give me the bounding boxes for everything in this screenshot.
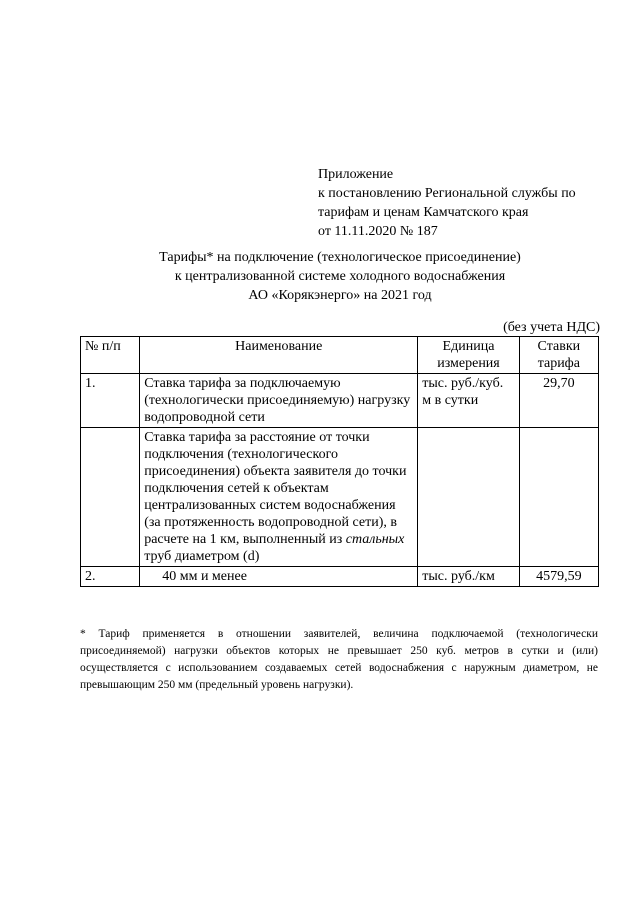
appendix-line: тарифам и ценам Камчатского края bbox=[318, 205, 529, 220]
row-name-italic: стальных bbox=[345, 532, 405, 547]
appendix-header bbox=[318, 165, 618, 241]
row-name: 40 мм и менее bbox=[140, 567, 418, 587]
header-unit: Единица измерения bbox=[418, 337, 519, 374]
header-rate: Ставки тарифа bbox=[519, 337, 598, 374]
table-row bbox=[81, 567, 599, 587]
appendix-line: от 11.11.2020 № 187 bbox=[318, 224, 438, 239]
title-line-1: Тарифы* на подключение (технологическое присоединение) bbox=[159, 250, 521, 265]
vat-note: (без учета НДС) bbox=[503, 320, 600, 335]
table-row bbox=[81, 374, 599, 428]
row-unit: тыс. руб./куб. м в сутки bbox=[418, 374, 519, 428]
row-rate: 29,70 bbox=[519, 374, 598, 428]
document-title bbox=[80, 248, 600, 305]
table-row bbox=[81, 428, 599, 567]
row-name-part: Ставка тарифа за расстояние от точки подключения (технологического присоединения) объекта заявителя до точки подключения сетей к объектам централизованных систем водоснабжения (за протяженность водопроводной сети), в расчете на 1 км, выполненный из bbox=[144, 430, 407, 547]
row-name: Ставка тарифа за подключаемую (технологически присоединяемую) нагрузку водопроводной сети bbox=[140, 374, 418, 428]
row-num: 1. bbox=[81, 374, 140, 428]
title-line-2: к централизованной системе холодного водоснабжения bbox=[174, 269, 506, 284]
title-line-3: АО «Корякэнерго» на 2021 год bbox=[248, 288, 432, 303]
row-num: 2. bbox=[81, 567, 140, 587]
row-unit: тыс. руб./км bbox=[418, 567, 519, 587]
row-unit bbox=[418, 428, 519, 567]
footnote: * Тариф применяется в отношении заявителей, величина подключаемой (технологически присоединяемой) нагрузки объектов которых не превышает 250 куб. метров в сутки и (или) осуществляется с использованием создаваемых сетей водоснабжения с наружным диаметром, не превышающим 250 мм (предельный уровень нагрузки). bbox=[80, 628, 598, 691]
table-header-row bbox=[81, 337, 599, 374]
appendix-line: Приложение bbox=[318, 167, 394, 182]
row-name bbox=[140, 428, 418, 567]
row-num bbox=[81, 428, 140, 567]
header-name: Наименование bbox=[140, 337, 418, 374]
header-num: № п/п bbox=[81, 337, 140, 374]
row-rate bbox=[519, 428, 598, 567]
row-name-part: труб диаметром (d) bbox=[144, 549, 260, 564]
row-rate: 4579,59 bbox=[519, 567, 598, 587]
appendix-line: к постановлению Региональной службы по bbox=[318, 186, 576, 201]
tariff-table bbox=[80, 336, 599, 587]
